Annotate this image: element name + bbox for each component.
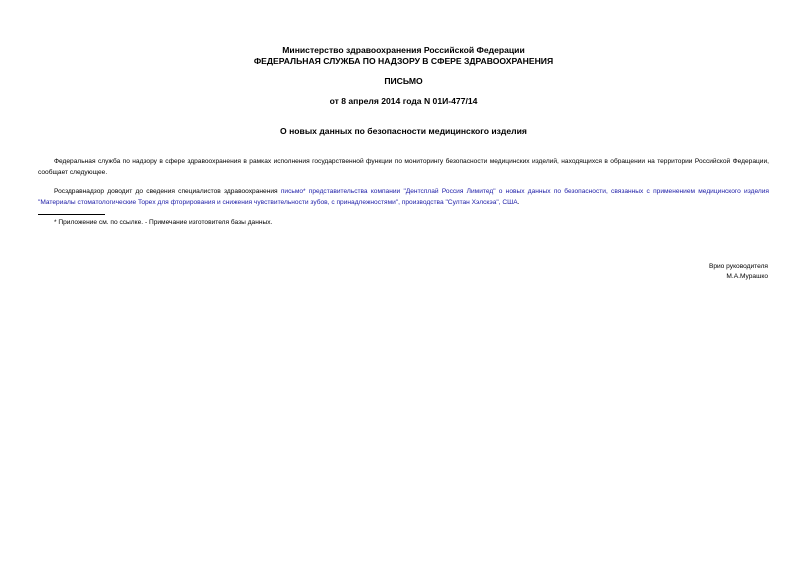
paragraph-1-text: Федеральная служба по надзору в сфере здравоохранения в рамках исполнения государственной функции по мониторингу безопасности медицинских изделий, находящихся в обращении на территории Российской Федерации, сообщает следующее. — [38, 158, 769, 176]
document-subject: О новых данных по безопасности медицинского изделия — [280, 126, 527, 136]
signature-name: М.А.Мурашко — [726, 273, 768, 280]
body-paragraph-2 — [38, 187, 769, 208]
document-type: ПИСЬМО — [384, 76, 423, 86]
body-paragraph-1 — [38, 157, 769, 178]
paragraph-2-suffix: . — [517, 198, 520, 206]
footnote-separator — [38, 214, 105, 215]
paragraph-2-prefix: Росздравнадзор доводит до сведения специалистов здравоохранения — [54, 188, 281, 195]
signature-position: Врио руководителя — [708, 263, 768, 270]
service-title: ФЕДЕРАЛЬНАЯ СЛУЖБА ПО НАДЗОРУ В СФЕРЕ ЗДРАВООХРАНЕНИЯ — [253, 56, 554, 66]
document-date-number: от 8 апреля 2014 года N 01И-477/14 — [329, 96, 478, 106]
attachment-letter-link[interactable]: письмо* представительства компании "Дентсплай Россия Лимитед" о новых данных по безопасности, связанных с применением медицинского изделия "Материалы стоматологические Topex для фторирования и снижения чувствительности зубов, с принадлежностями", производства "Султан Хэлскэа", США — [38, 188, 769, 206]
footnote: * Приложение см. по ссылке. - Примечание изготовителя базы данных. — [54, 219, 273, 226]
ministry-title: Министерство здравоохранения Российской Федерации — [282, 45, 525, 55]
